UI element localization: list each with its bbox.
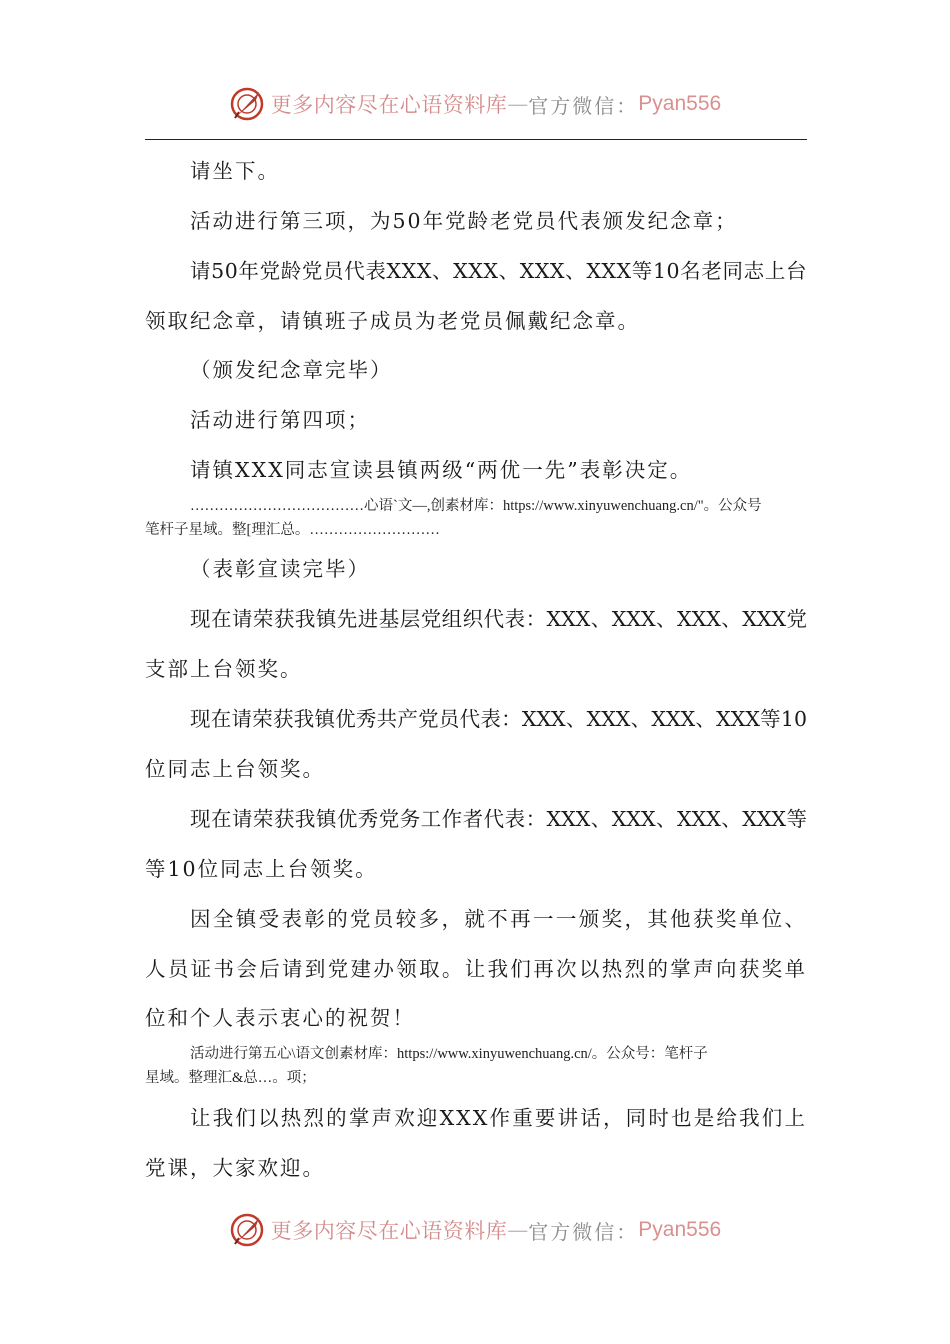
paragraph-reading-done: （表彰宣读完毕）	[190, 557, 370, 581]
banner-wechat-label: 官方微信：	[528, 93, 639, 118]
paragraph-member-award-line1: 现在请荣获我镇优秀共产党员代表：XXX、XXX、XXX、XXX等10	[190, 707, 807, 731]
banner-wechat-id: Pyan556	[638, 92, 722, 115]
banner-separator: —	[507, 1218, 529, 1242]
banner-wechat-id: Pyan556	[638, 1218, 722, 1241]
header-divider	[145, 139, 807, 140]
watermark-note2-line1: 活动进行第五心\语文创素材库：https://www.xinyuwenchuang.cn/。公众号：笔杆子	[190, 1046, 708, 1062]
banner-title: 更多内容尽在心语资料库	[270, 1219, 508, 1243]
paragraph-worker-award-line1: 现在请荣获我镇优秀党务工作者代表：XXX、XXX、XXX、XXX等	[190, 807, 807, 831]
paragraph-congrats-line1: 因全镇受表彰的党员较多，就不再一一颁奖，其他获奖单位、	[190, 907, 807, 931]
watermark-note2-line2: 星域。整理汇&总…。项；	[145, 1070, 316, 1086]
paragraph-worker-award-line2: 等10位同志上台领奖。	[145, 857, 378, 881]
header-banner	[0, 82, 950, 126]
brush-logo-icon	[229, 1212, 265, 1248]
paragraph-member-award-line2: 位同志上台领奖。	[145, 757, 325, 781]
paragraph-sit-down: 请坐下。	[190, 159, 280, 183]
banner-wechat-label: 官方微信：	[528, 1219, 639, 1244]
watermark-note-line1: ………………………………心语`文—,创素材库：https://www.xinyuwenchuang.cn/"。公众号	[190, 498, 762, 514]
paragraph-congrats-line3: 位和个人表示衷心的祝贺！	[145, 1006, 415, 1030]
paragraph-speech-line2: 党课，大家欢迎。	[145, 1156, 325, 1180]
paragraph-org-award-line2: 支部上台领奖。	[145, 657, 303, 681]
paragraph-speech-line1: 让我们以热烈的掌声欢迎XXX作重要讲话，同时也是给我们上	[190, 1106, 807, 1130]
paragraph-veterans-line1: 请50年党龄党员代表XXX、XXX、XXX、XXX等10名老同志上台	[190, 259, 807, 283]
brush-logo-icon	[229, 86, 265, 122]
paragraph-congrats-line2: 人员证书会后请到党建办领取。让我们再次以热烈的掌声向获奖单	[145, 957, 807, 981]
paragraph-org-award-line1: 现在请荣获我镇先进基层党组织代表：XXX、XXX、XXX、XXX党	[190, 607, 807, 631]
paragraph-medals-done: （颁发纪念章完毕）	[190, 358, 393, 382]
paragraph-read-decision: 请镇XXX同志宣读县镇两级“两优一先”表彰决定。	[190, 458, 693, 482]
watermark-note-line2: 笔杆子星域。整[理汇总。………………………	[145, 522, 440, 538]
paragraph-item-three: 活动进行第三项，为50年党龄老党员代表颁发纪念章；	[190, 209, 738, 233]
footer-banner	[0, 1208, 950, 1252]
banner-separator: —	[507, 92, 529, 116]
banner-title: 更多内容尽在心语资料库	[270, 93, 508, 117]
paragraph-item-four: 活动进行第四项；	[190, 408, 370, 432]
paragraph-veterans-line2: 领取纪念章，请镇班子成员为老党员佩戴纪念章。	[145, 309, 640, 333]
